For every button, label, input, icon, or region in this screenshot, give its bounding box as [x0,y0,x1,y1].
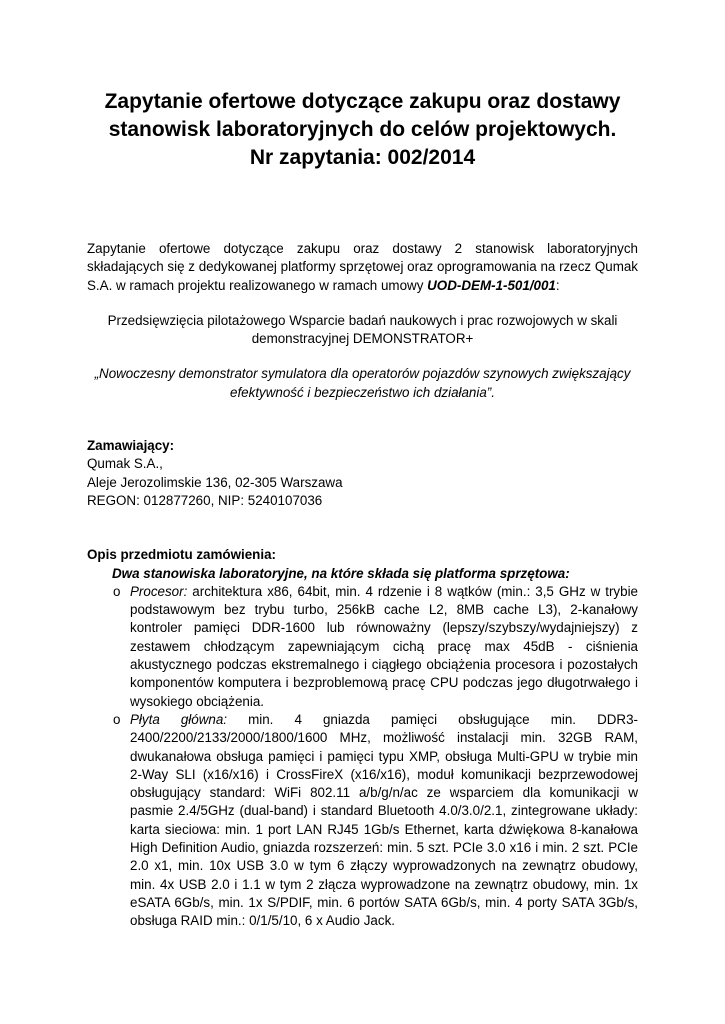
spec-text: min. 4 gniazda pamięci obsługujące min. DDR3-2400/2200/2133/2000/1800/1600 MHz, możliwość instalacji min. 32GB RAM, dwukanałowa obsługa pamięci i pamięci typu XMP, obsługa Multi-GPU w trybie min 2-Way SLI (x16/x16) i CrossFireX (x16/x16), moduł komunikacji bezprzewodowej obsługujący standard: WiFi 802.11 a/b/g/n/ac ze wsparciem dla komunikacji w pasmie 2.4/5GHz (dual-band) i standard Bluetooth 4.0/3.0/2.1, zintegrowane układy: karta sieciowa: min. 1 port LAN RJ45 1Gb/s Ethernet, karta dźwiękowa 8-kanałowa High Definition Audio, gniazda rozszerzeń: min. 5 szt. PCIe 3.0 x16 i min. 2 szt. PCIe 2.0 x1, min. 10x USB 3.0 w tym 6 złączy wyprowadzonych na zewnątrz obudowy, min. 4x USB 2.0 i 1.1 w tym 2 złącza wyprowadzone na zewnątrz obudowy, min. 1x eSATA 6Gb/s, min. 1x S/PDIF, min. 6 portów SATA 6Gb/s, min. 4 porty SATA 3Gb/s, obsługa RAID min.: 0/1/5/10, 6 x Audio Jack. [130,711,638,929]
programme-paragraph: Przedsięwzięcia pilotażowego Wsparcie badań naukowych i prac rozwojowych w skali demonstracyjnej DEMONSTRATOR+ [107,312,618,347]
intro-text: Zapytanie ofertowe dotyczące zakupu oraz dostawy 2 stanowisk laboratoryjnych składających się z dedykowanej platformy sprzętowej oraz oprogramowania na rzecz Qumak S.A. w ramach projektu realizowanego w ramach umowy [87,241,638,293]
subject-subheading: Dwa stanowiska laboratoryjne, na które składa się platforma sprzętowa: [112,565,570,581]
spec-list [87,583,638,931]
subject-section [87,546,638,930]
bullet-icon: o [113,711,121,727]
intro-suffix: : [555,277,560,293]
title-line-3: Nr zapytania: 002/2014 [249,146,476,169]
title-line-1: Zapytanie ofertowe dotyczące zakupu oraz dostawy [104,90,621,113]
buyer-address: Aleje Jerozolimskie 136, 02-305 Warszawa [87,474,343,490]
spec-text: architektura x86, 64bit, min. 4 rdzenie i 8 wątków (min.: 3,5 GHz w trybie podstawowym bez trybu turbo, 256kB cache L2, 8MB cache L3), 2-kanałowy kontroler pamięci DDR-1600 lub równoważny (lepszy/szybszy/wydajniejszy) z zestawem chłodzącym zapewniającym cichą pracę max 45dB - ciśnienia akustycznego podczas ekstremalnego i ciągłego obciążenia procesora i pozostałych komponentów komputera i bezproblemową pracę CPU podczas jego długotrwałego i wysokiego obciążenia. [130,583,638,709]
list-item [87,711,638,931]
intro-paragraph [87,240,638,295]
list-item [87,583,638,711]
title-line-2: stanowisk laboratoryjnych do celów projektowych. [108,118,617,141]
subject-heading: Opis przedmiotu zamówienia: [87,547,276,563]
bullet-icon: o [113,583,121,599]
spec-label: Procesor: [130,583,188,599]
spec-label: Płyta główna: [130,711,227,727]
buyer-section [87,437,638,510]
document-body [87,240,638,931]
buyer-ids: REGON: 012877260, NIP: 5240107036 [87,492,323,508]
project-name-paragraph: „Nowoczesny demonstrator symulatora dla operatorów pojazdów szynowych zwiększający efektywność i bezpieczeństwo ich działania”. [94,366,631,400]
document-title [60,88,665,172]
buyer-heading: Zamawiający: [87,438,175,454]
contract-number: UOD-DEM-1-501/001 [427,277,556,293]
buyer-name: Qumak S.A., [87,456,163,472]
